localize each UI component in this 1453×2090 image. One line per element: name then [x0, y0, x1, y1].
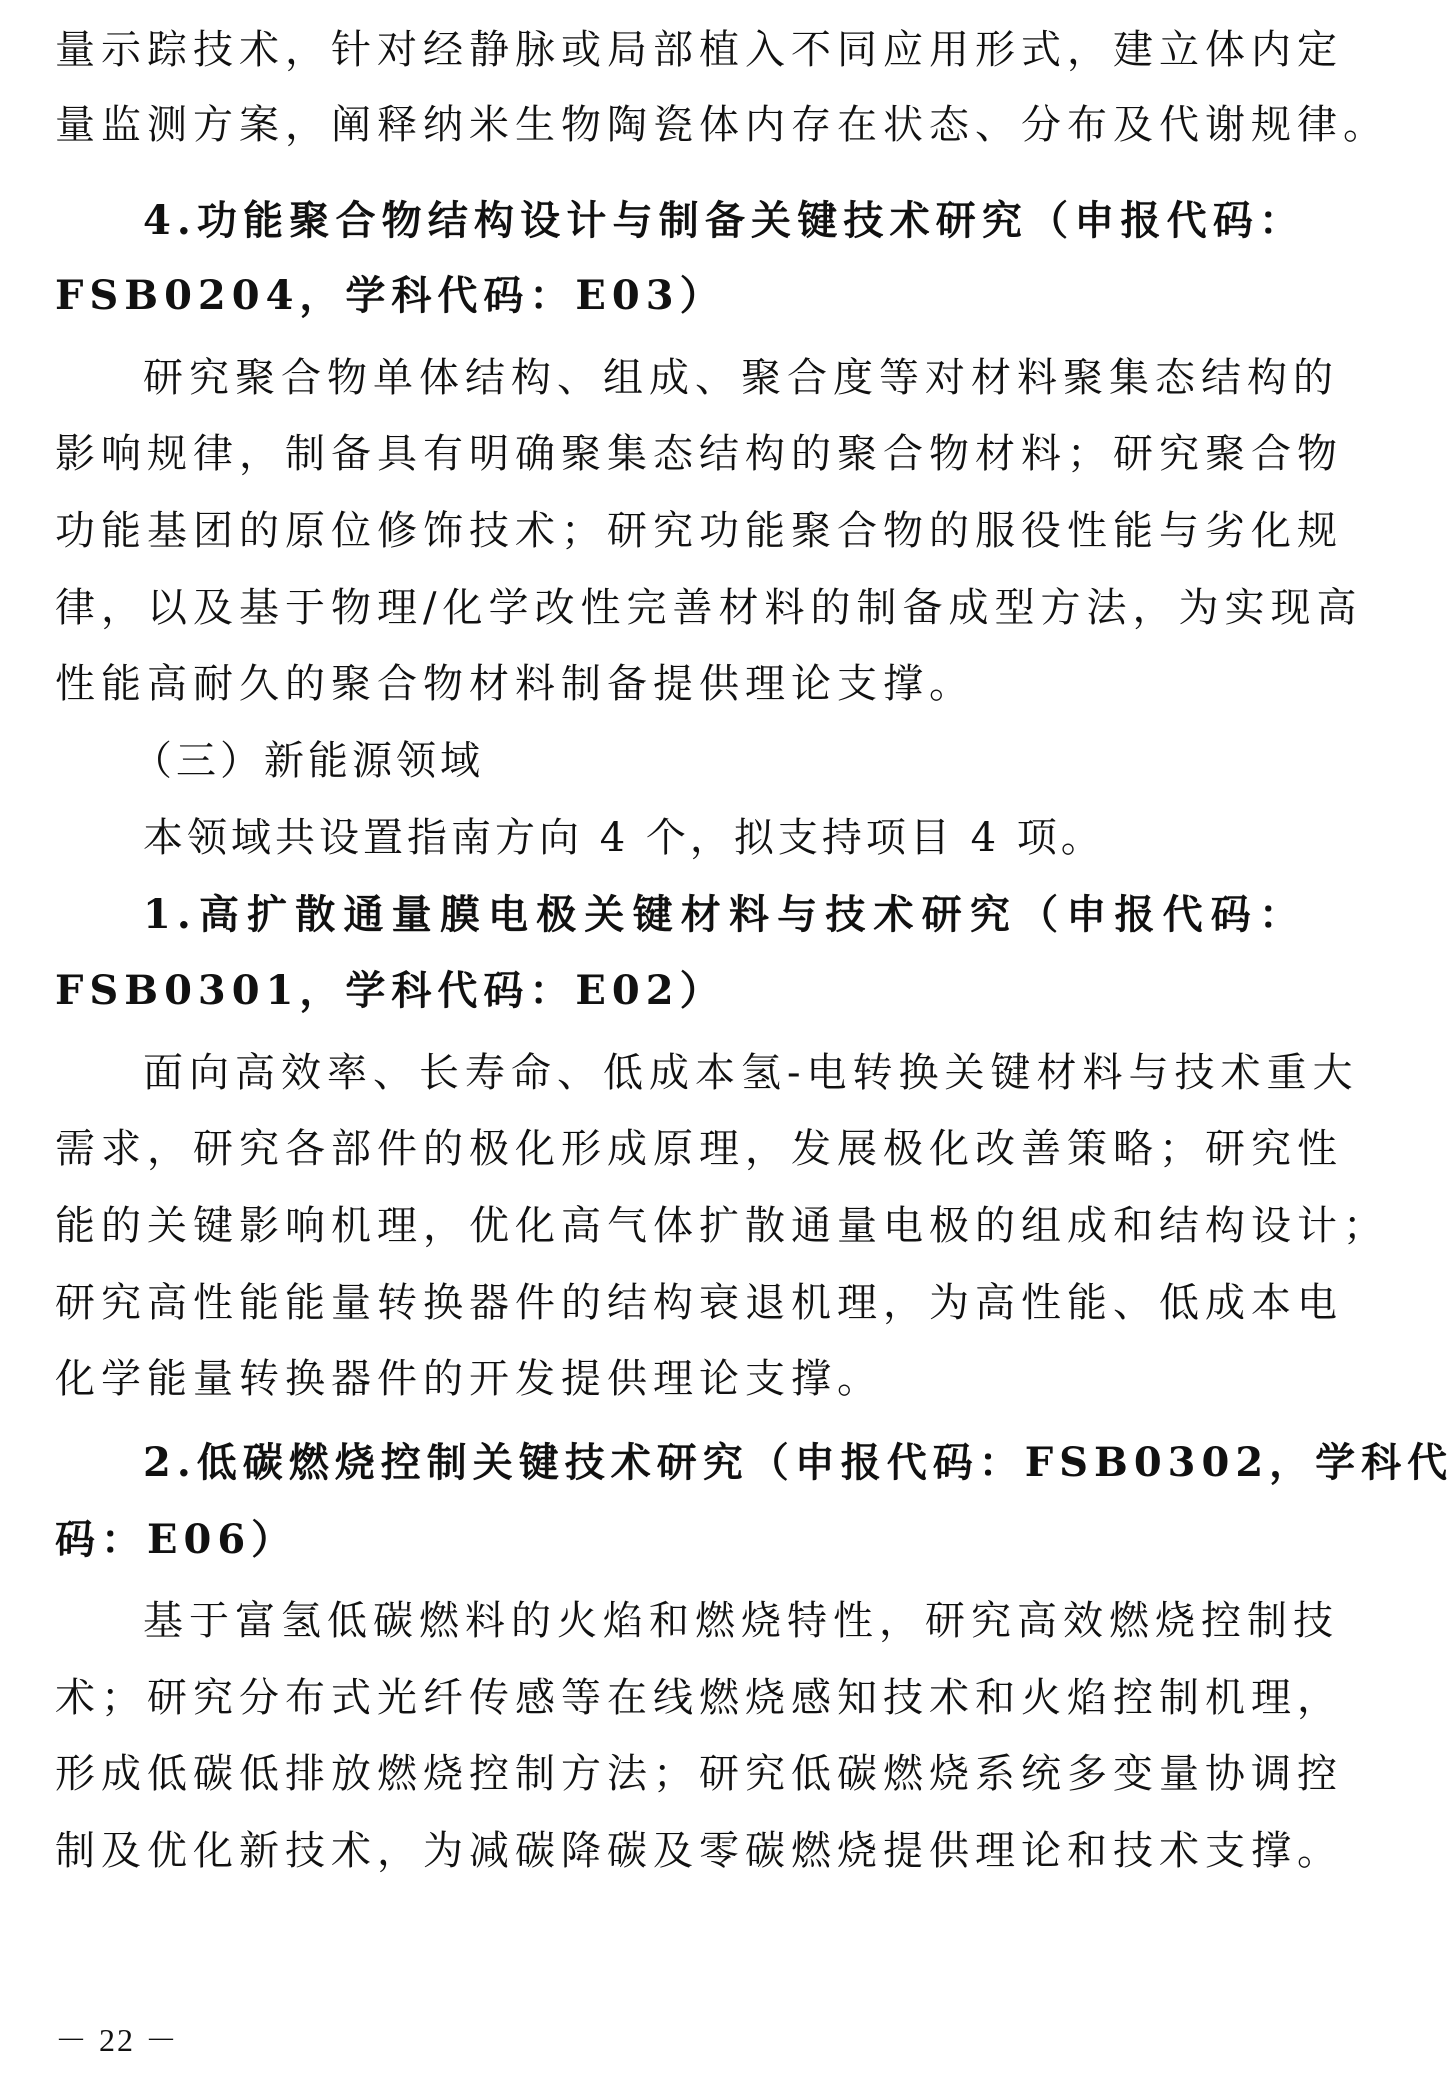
body-text-line: 基于富氢低碳燃料的火焰和燃烧特性，研究高效燃烧控制技 — [143, 1598, 1339, 1644]
body-text-line: 形成低碳低排放燃烧控制方法；研究低碳燃烧系统多变量协调控 — [55, 1751, 1343, 1797]
body-text-line: 能的关键影响机理，优化高气体扩散通量电极的组成和结构设计； — [55, 1203, 1389, 1249]
body-text-line: 需求，研究各部件的极化形成原理，发展极化改善策略；研究性 — [55, 1126, 1343, 1172]
section-heading: 2.低碳燃烧控制关键技术研究（申报代码：FSB0302，学科代 — [143, 1439, 1453, 1486]
body-text-line: 性能高耐久的聚合物材料制备提供理论支撑。 — [55, 661, 975, 707]
subsection-heading: （三）新能源领域 — [132, 738, 484, 784]
body-text-line: 本领域共设置指南方向 4 个，拟支持项目 4 项。 — [143, 815, 1105, 861]
body-text-line: 研究高性能能量转换器件的结构衰退机理，为高性能、低成本电 — [55, 1280, 1343, 1326]
body-text-line: 量监测方案，阐释纳米生物陶瓷体内存在状态、分布及代谢规律。 — [55, 102, 1389, 148]
body-text-line: 研究聚合物单体结构、组成、聚合度等对材料聚集态结构的 — [143, 355, 1339, 401]
body-text-line: 化学能量转换器件的开发提供理论支撑。 — [55, 1356, 883, 1402]
body-text-line: 术；研究分布式光纤传感等在线燃烧感知技术和火焰控制机理， — [55, 1675, 1343, 1721]
section-heading: 1.高扩散通量膜电极关键材料与技术研究（申报代码： — [143, 891, 1305, 938]
body-text-line: 影响规律，制备具有明确聚集态结构的聚合物材料；研究聚合物 — [55, 431, 1343, 477]
page-number: － 22 － — [55, 2022, 180, 2058]
body-text-line: 面向高效率、长寿命、低成本氢-电转换关键材料与技术重大 — [143, 1050, 1359, 1096]
body-text-line: 量示踪技术，针对经静脉或局部植入不同应用形式，建立体内定 — [55, 27, 1343, 73]
body-text-line: 功能基团的原位修饰技术；研究功能聚合物的服役性能与劣化规 — [55, 508, 1343, 554]
body-text-line: 律，以及基于物理/化学改性完善材料的制备成型方法，为实现高 — [55, 585, 1363, 631]
section-heading-continuation: FSB0204，学科代码：E03） — [55, 272, 726, 319]
section-heading: 4.功能聚合物结构设计与制备关键技术研究（申报代码： — [143, 197, 1305, 244]
body-text-line: 制及优化新技术，为减碳降碳及零碳燃烧提供理论和技术支撑。 — [55, 1828, 1343, 1874]
section-heading-continuation: 码：E06） — [55, 1516, 298, 1563]
section-heading-continuation: FSB0301，学科代码：E02） — [55, 967, 726, 1014]
